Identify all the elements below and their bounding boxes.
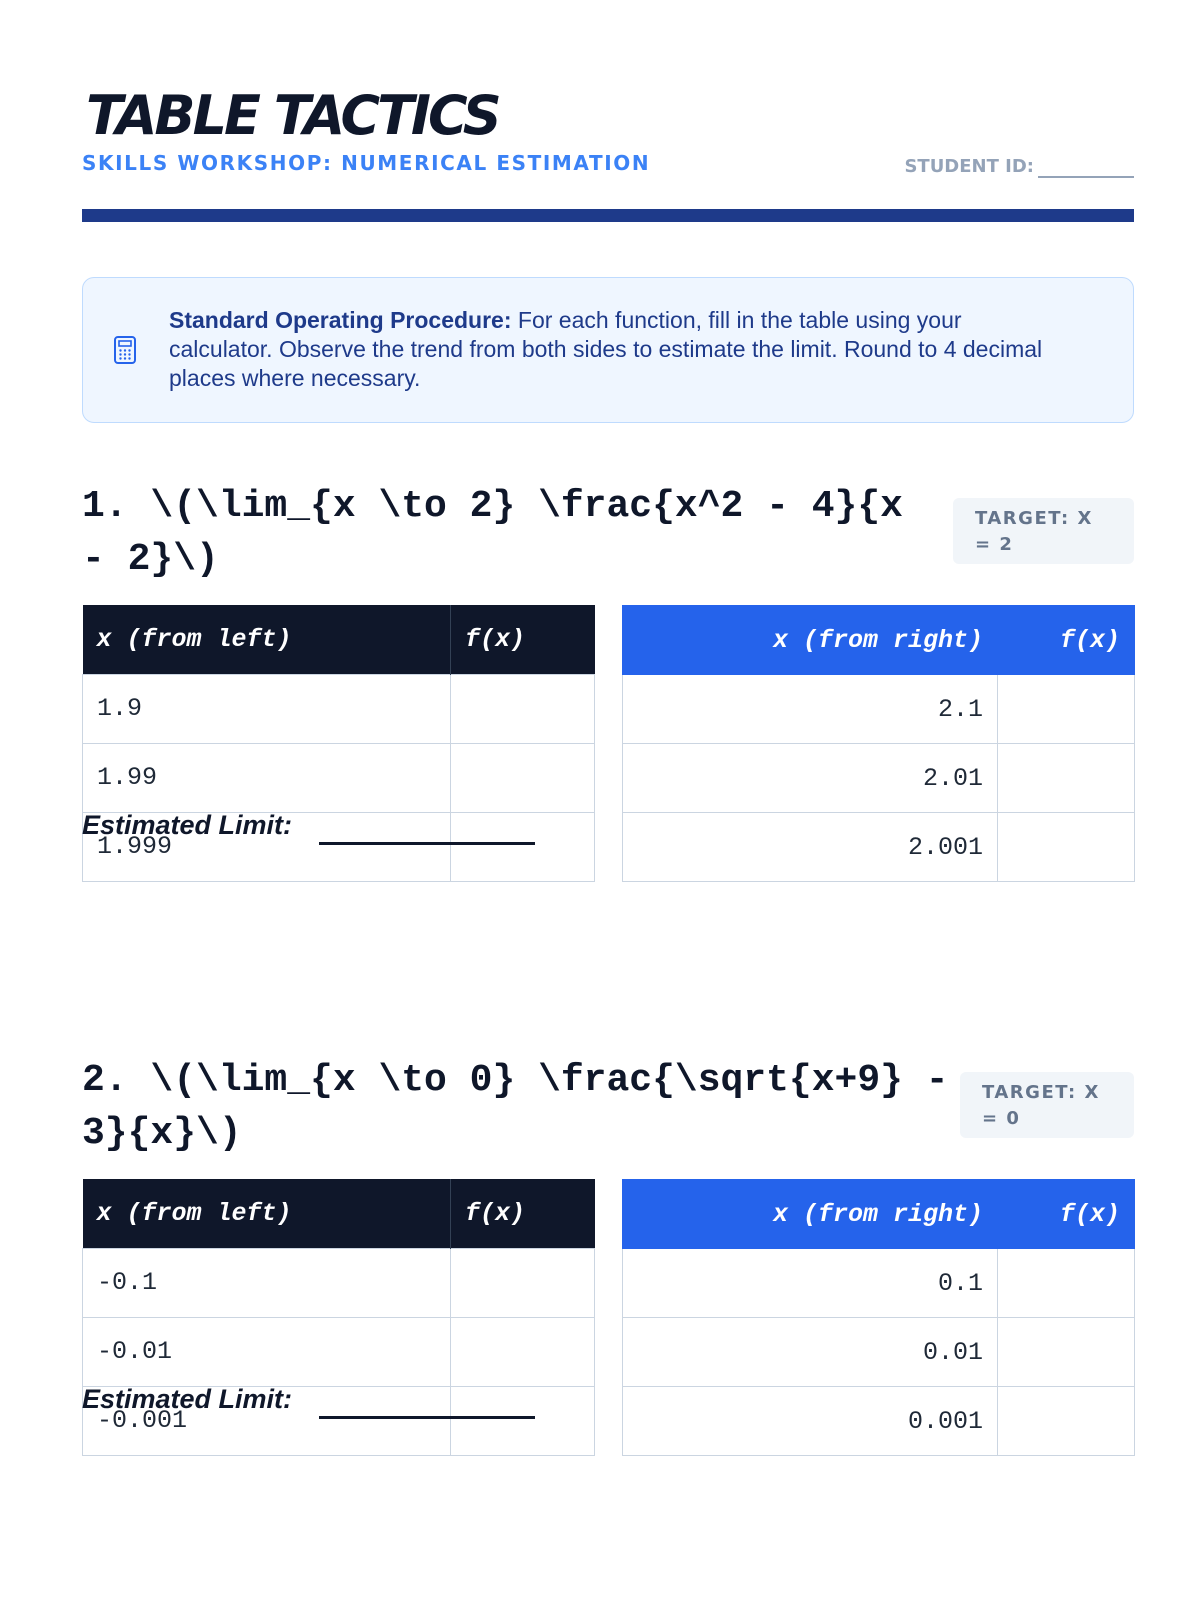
fx-answer-cell[interactable]: [998, 675, 1135, 744]
procedure-box: [82, 277, 1134, 423]
x-value-cell: 2.1: [623, 675, 998, 744]
x-value-cell: -0.01: [83, 1317, 451, 1386]
estimate-answer-line[interactable]: [319, 1416, 535, 1419]
table-row: [83, 1248, 595, 1317]
estimate-label: Estimated Limit:: [82, 810, 293, 840]
x-value-cell: -0.1: [83, 1248, 451, 1317]
x-value-cell: 2.01: [623, 744, 998, 813]
student-id-label: STUDENT ID:: [904, 156, 1034, 177]
estimate-row: [82, 804, 542, 854]
table-row: [623, 1249, 1135, 1318]
x-value-cell: 0.001: [623, 1387, 998, 1456]
fx-answer-cell[interactable]: [998, 1249, 1135, 1318]
x-value-cell: 2.001: [623, 813, 998, 882]
estimate-row: [82, 1378, 542, 1428]
fx-answer-cell[interactable]: [998, 1318, 1135, 1387]
procedure-text: [169, 306, 1049, 393]
page-subtitle: SKILLS WORKSHOP: NUMERICAL ESTIMATION: [82, 151, 651, 175]
fx-answer-cell[interactable]: [998, 1387, 1135, 1456]
worksheet-page: [82, 0, 1134, 1600]
table-row: [623, 675, 1135, 744]
table-header-row: [83, 605, 595, 674]
header-divider: [82, 209, 1134, 222]
fx-answer-cell[interactable]: [451, 1248, 595, 1317]
estimate-answer-line[interactable]: [319, 842, 535, 845]
calculator-icon: [113, 335, 137, 365]
x-left-header: x (from left): [83, 1179, 451, 1248]
x-value-cell: 1.99: [83, 743, 451, 812]
right-table: [622, 1179, 1135, 1456]
fx-header: f(x): [998, 606, 1135, 675]
x-value-cell: 1.9: [83, 674, 451, 743]
fx-header: f(x): [451, 1179, 595, 1248]
problem-title: 2. \(\lim_{x \to 0} \frac{\sqrt{x+9} - 3}{x}\): [82, 1059, 949, 1155]
right-table: [622, 605, 1135, 882]
student-id-field[interactable]: [904, 156, 1134, 178]
table-row: [623, 744, 1135, 813]
page-title: TABLE TACTICS: [86, 84, 499, 147]
table-row: [623, 1387, 1135, 1456]
fx-header: f(x): [998, 1180, 1135, 1249]
table-row: [83, 1317, 595, 1386]
target-badge: TARGET: X = 0: [960, 1072, 1134, 1138]
x-right-header: x (from right): [623, 1180, 998, 1249]
target-badge: TARGET: X = 2: [953, 498, 1134, 564]
x-value-cell: 0.01: [623, 1318, 998, 1387]
table-header-row: [623, 606, 1135, 675]
table-row: [83, 743, 595, 812]
fx-header: f(x): [451, 605, 595, 674]
table-row: [623, 813, 1135, 882]
table-row: [623, 1318, 1135, 1387]
fx-answer-cell[interactable]: [998, 744, 1135, 813]
x-value-cell: 0.1: [623, 1249, 998, 1318]
problem-title: 1. \(\lim_{x \to 2} \frac{x^2 - 4}{x - 2}\): [82, 485, 903, 581]
fx-answer-cell[interactable]: [451, 1317, 595, 1386]
fx-answer-cell[interactable]: [451, 743, 595, 812]
header: [82, 84, 1134, 226]
fx-answer-cell[interactable]: [998, 813, 1135, 882]
procedure-label: Standard Operating Procedure:: [169, 307, 512, 333]
student-id-blank[interactable]: [1038, 162, 1134, 178]
x-value-cell: -0.001: [83, 1386, 451, 1455]
procedure-body: For each function, fill in the table using your calculator. Observe the trend from both sides to estimate the limit. Round to 4 decimal places where necessary.: [169, 307, 1043, 391]
fx-answer-cell[interactable]: [451, 674, 595, 743]
estimate-label: Estimated Limit:: [82, 1384, 293, 1414]
table-header-row: [83, 1179, 595, 1248]
x-value-cell: 1.999: [83, 812, 451, 881]
x-right-header: x (from right): [623, 606, 998, 675]
table-row: [83, 674, 595, 743]
table-header-row: [623, 1180, 1135, 1249]
x-left-header: x (from left): [83, 605, 451, 674]
